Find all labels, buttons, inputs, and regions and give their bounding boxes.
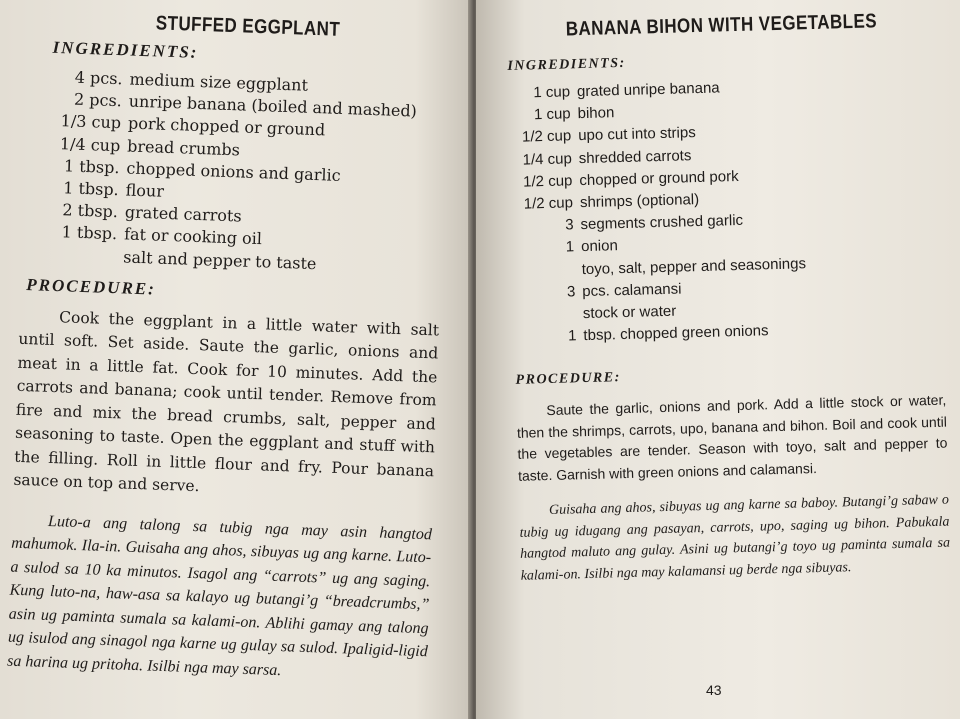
ingredient-quantity <box>514 303 584 327</box>
ingredient-name: fat or cooking oil <box>123 224 263 249</box>
procedure-text: Cook the eggplant in a little water with salt until soft. Set aside. Saute the garlic, onions and meat in a little fat. Cook for 10 minutes. Add the carrots and banana; cook until tender. Remove from fire and mix the bread crumbs, salt, pepper and seasoning to taste. Open the eggplant and stuff with the filling. Roll in little flour and fry. Pour banana sauce on top and serve. <box>13 308 440 496</box>
ingredient-quantity: 1/2 cup <box>523 194 574 213</box>
ingredient-name: pcs. calamansi <box>582 280 682 300</box>
procedure-heading: PROCEDURE: <box>515 370 621 389</box>
procedure-text: Saute the garlic, onions and pork. Add a little stock or water, then the shrimps, carrots, upo, banana and bihon. Boil and cook until the vegetables are tender. Season with toyo, salt and pepper to taste. Garnish with green onions and calamansi. <box>516 392 948 484</box>
ingredients-list <box>21 65 448 279</box>
ingredient-quantity: 1/4 cup <box>59 133 121 155</box>
ingredient-name: onion <box>580 237 619 256</box>
right-page <box>476 0 960 719</box>
ingredient-name: grated carrots <box>124 202 242 226</box>
ingredient-name: toyo, salt, pepper and seasonings <box>581 254 807 278</box>
ingredient-quantity: 1/3 cup <box>60 111 122 133</box>
ingredient-name: segments crushed garlic <box>580 212 744 234</box>
ingredient-quantity: 1/2 cup <box>521 127 572 147</box>
right-page-content <box>506 3 951 601</box>
ingredient-quantity: 3 <box>564 216 574 234</box>
ingredients-list <box>508 72 945 350</box>
ingredient-quantity: 1/4 cup <box>522 149 573 169</box>
ingredient-name: shrimps (optional) <box>579 191 700 212</box>
ingredient-name: chopped or ground pork <box>579 167 739 189</box>
ingredient-name: shredded carrots <box>578 146 692 167</box>
recipe-title: BANANA BIHON WITH VEGETABLES <box>565 10 878 41</box>
ingredient-quantity <box>512 259 582 283</box>
procedure-heading: PROCEDURE: <box>26 274 157 299</box>
page-number: 43 <box>706 682 722 698</box>
ingredient-name: medium size eggplant <box>129 69 309 95</box>
ingredient-name: pork chopped or ground <box>127 113 326 140</box>
ingredient-quantity: 1 tbsp. <box>62 178 120 200</box>
translation-text: Luto-a ang talong sa tubig nga may asin hangtod mahumok. Ila-in. Guisaha ang ahos, sibuyas ug ang karne. Luto-a sulod sa 10 ka minutos. Isagol ang “carrots” ug ang saging. Kung luto-na, haw-asa sa kalayo ug butangi’g “breadcrumbs,” asin ug paminta sumala sa kalami-on. Ablihi gamay ang talong ug isulod ang sinagol nga karne ug gulay sa sulod. Ipaligid-ligid sa harina ug pritoha. Isilbi nga may sarsa. <box>6 512 433 679</box>
ingredient-name: salt and pepper to taste <box>123 247 317 273</box>
ingredient-quantity: 3 <box>566 283 576 301</box>
ingredient-quantity: 1 tbsp. <box>61 222 118 244</box>
ingredient-name: stock or water <box>582 302 677 323</box>
ingredient-name: tbsp. chopped green onions <box>583 322 769 345</box>
ingredient-name: chopped onions and garlic <box>126 158 341 185</box>
ingredient-quantity: 1 tbsp. <box>63 156 120 178</box>
ingredients-heading: INGREDIENTS: <box>52 37 199 62</box>
left-page <box>0 0 472 719</box>
ingredient-quantity: 1 <box>567 327 577 345</box>
ingredient-quantity: 1 cup <box>533 105 571 124</box>
ingredient-name: bihon <box>577 104 615 123</box>
ingredient-quantity: 2 pcs. <box>73 89 123 111</box>
ingredient-name: flour <box>125 180 165 201</box>
translation-text: Guisaha ang ahos, sibuyas ug ang karne sa baboy. Butangi’g sabaw o tubig ug idugang ang pasayan, carrots, upo, saging ug bihon. Pabukala hangtod maluto ang gulay. Asini ug butangi’g toyo ug paminta sumala sa kalami-on. Isilbi nga may kalamansi ug berde nga sibuyas. <box>519 493 951 584</box>
ingredient-quantity <box>21 242 124 268</box>
ingredient-name: bread crumbs <box>126 136 241 160</box>
ingredient-quantity: 1 cup <box>533 83 571 102</box>
ingredient-quantity: 4 pcs. <box>74 67 123 89</box>
ingredient-quantity: 2 tbsp. <box>62 200 119 222</box>
ingredient-quantity: 1 <box>565 238 575 256</box>
recipe-title: STUFFED EGGPLANT <box>155 12 341 41</box>
ingredients-heading: INGREDIENTS: <box>507 55 626 74</box>
ingredient-name: upo cut into strips <box>577 124 696 145</box>
ingredient-quantity: 1/2 cup <box>522 172 573 191</box>
left-page-content <box>6 8 450 704</box>
ingredient-name: grated unripe banana <box>576 79 720 101</box>
ingredient-name: unripe banana (boiled and mashed) <box>128 91 418 121</box>
